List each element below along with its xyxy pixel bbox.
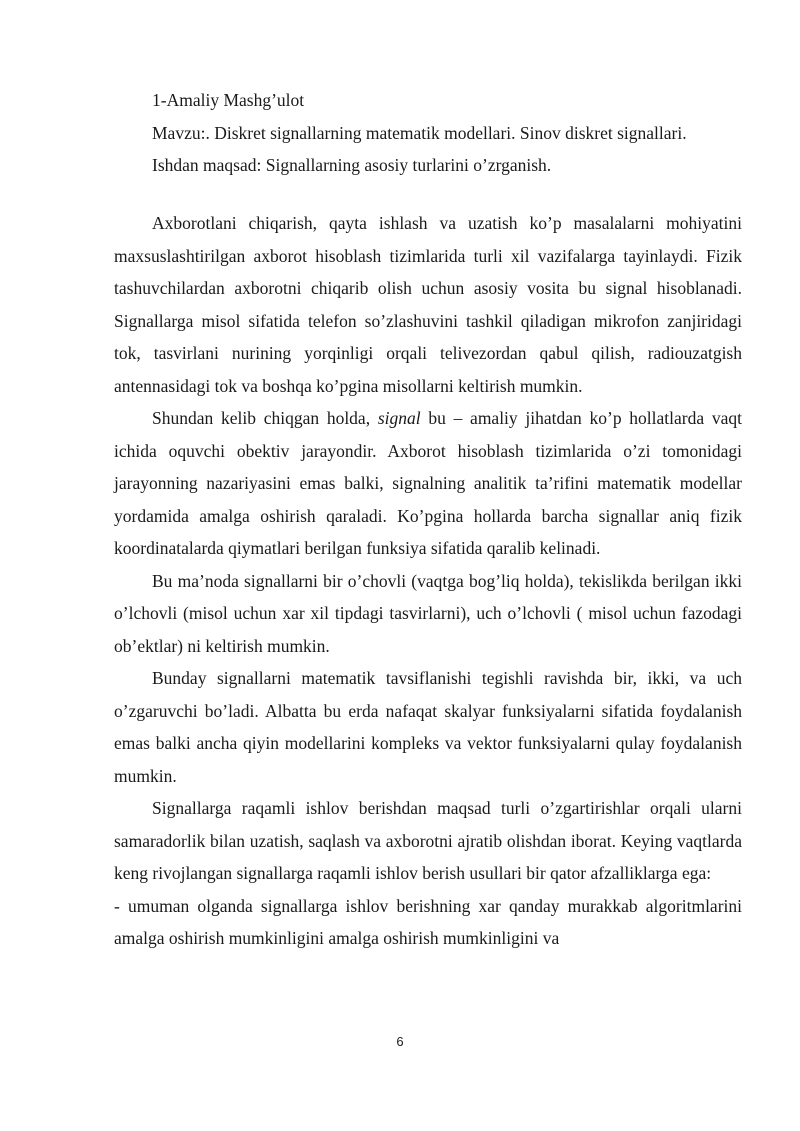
paragraph-2-start: Shundan kelib chiqgan holda,: [152, 408, 378, 428]
page-number: 6: [396, 1034, 404, 1049]
paragraph-2-rest: bu – amaliy jihatdan ko’p hollatlarda vaqt ichida oquvchi obektiv jarayondir. Axborot hisoblash tizimlarida o’zi tomonidagi jarayonning nazariyasini emas balki, signalning analitik ta’rifini matematik modellar yordamida amalga oshirish qaraladi. Ko’pgina hollarda barcha signallar aniq fizik koordinatalarda qiymatlari berilgan funksiya sifatida qaralib kelinadi.: [114, 408, 742, 558]
document-body: [114, 207, 742, 955]
paragraph-2: [114, 402, 742, 565]
paragraph-4: Bunday signallarni matematik tavsiflanishi tegishli ravishda bir, ikki, va uch o’zgaruvchi bo’ladi. Albatta bu erda nafaqat skalyar funksiyalarni sifatida foydalanish emas balki ancha qiyin modellarini kompleks va vektor funksiyalarni qulay foydalanish mumkin.: [114, 668, 742, 786]
lesson-title: 1-Amaliy Mashg’ulot: [152, 90, 305, 110]
signal-term: signal: [377, 408, 421, 428]
paragraph-3: Bu ma’noda signallarni bir o’chovli (vaqtga bog’liq holda), tekislikda berilgan ikki o’lchovli (misol uchun xar xil tipdagi tasvirlarni), uch o’lchovli ( misol uchun fazodagi ob’ektlar) ni keltirish mumkin.: [114, 570, 742, 656]
paragraph-1: Axborotlani chiqarish, qayta ishlash va uzatish ko’p masalalarni mohiyatini maxsuslashtirilgan axborot hisoblash tizimlarida turli xil vazifalarga tayinlaydi. Fizik tashuvchilardan axborotni chiqarib olish uchun asosiy vosita bu signal hisoblanadi. Signallarga misol sifatida telefon so’zlashuvini tashkil qiladigan mikrofon zanjiridagi tok, tasvirlani nurining yorqinligi orqali telivezordan qabul qilish, radiouzatgish antennasidagi tok va boshqa ko’pgina misollarni keltirish mumkin.: [114, 213, 742, 396]
paragraph-5: Signallarga raqamli ishlov berishdan maqsad turli o’zgartirishlar orqali ularni samaradorlik bilan uzatish, saqlash va axborotni ajratib olishdan iborat. Keying vaqtlarda keng rivojlangan signallarga raqamli ishlov berish usullari bir qator afzalliklarga ega:: [114, 798, 742, 883]
lesson-header: [152, 84, 772, 182]
list-item-dash: - umuman olganda signallarga ishlov berishning xar qanday murakkab algoritmlarini amalga oshirish mumkinligini amalga oshirish mumkinligini va: [114, 895, 742, 948]
lesson-topic: Mavzu:. Diskret signallarning matematik modellari. Sinov diskret signallari.: [152, 122, 687, 143]
lesson-goal: Ishdan maqsad: Signallarning asosiy turlarini o’zrganish.: [152, 155, 552, 175]
